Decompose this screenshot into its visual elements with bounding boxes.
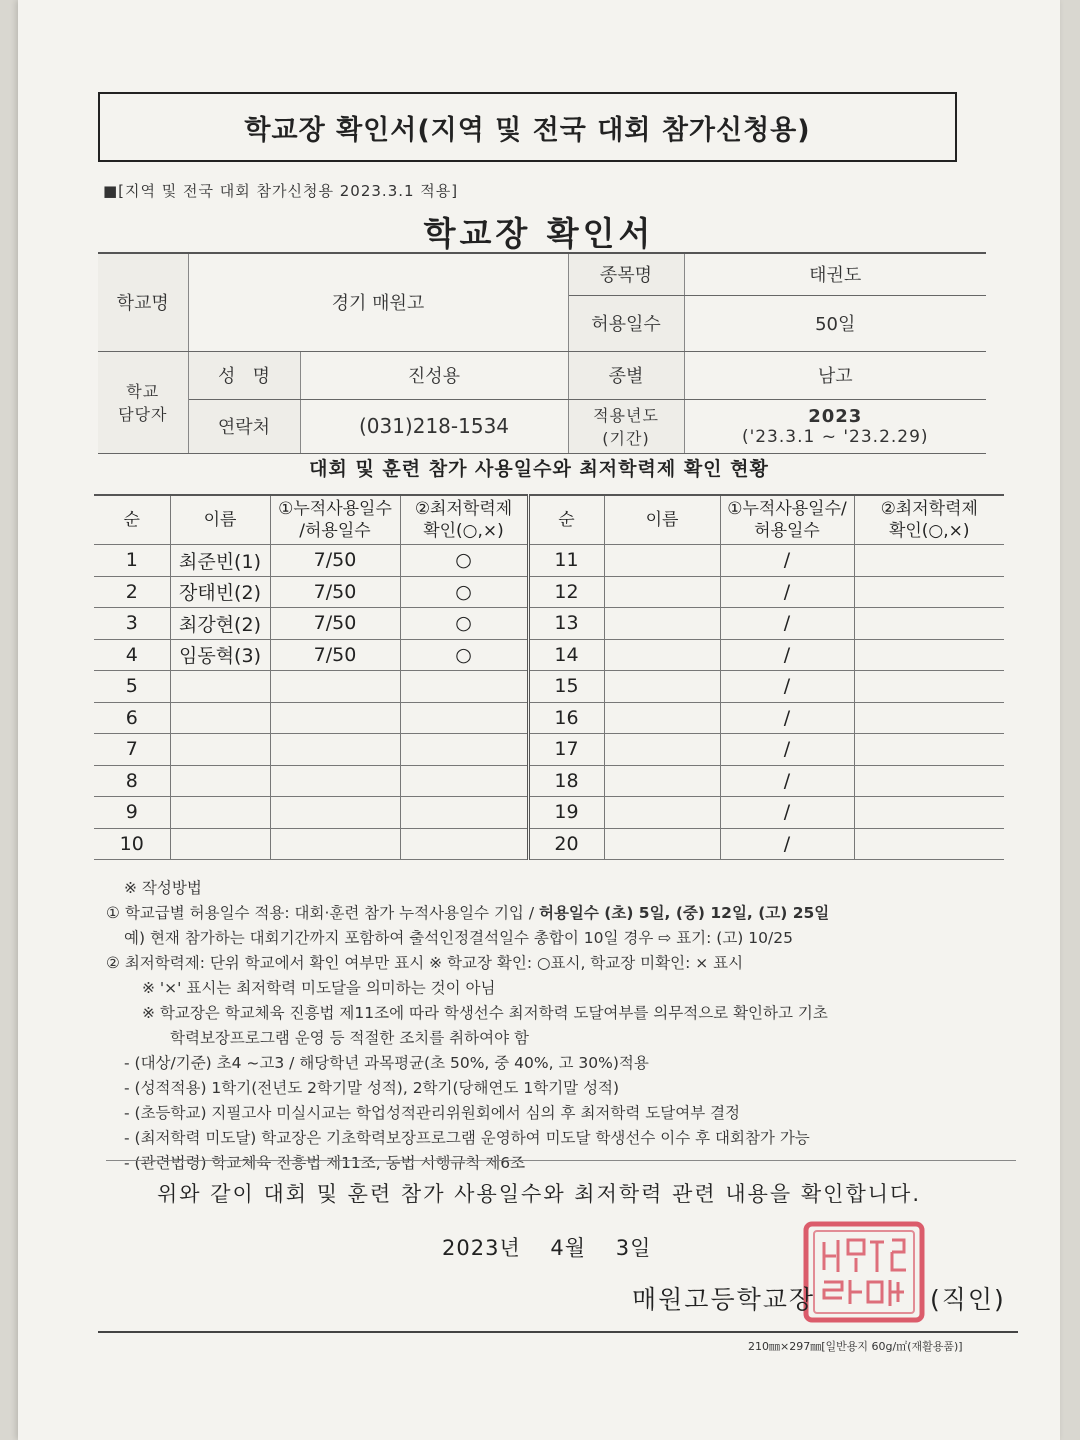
row-check-r — [854, 702, 1004, 734]
row-days-r: / — [720, 765, 854, 797]
date-day: 3일 — [615, 1236, 652, 1260]
row-no: 2 — [94, 576, 170, 608]
notes-heading: ※ 작성방법 — [124, 879, 202, 897]
row-days-r: / — [720, 734, 854, 766]
name-label: 성 명 — [188, 351, 300, 399]
row-check: ○ — [400, 576, 528, 608]
col-academic-r1: ②최저학력제 — [880, 499, 978, 519]
col-days-r — [720, 495, 854, 545]
manager-label-2: 담당자 — [118, 405, 168, 424]
table-row — [94, 797, 1004, 829]
instructions — [106, 876, 1006, 1176]
row-days: 7/50 — [270, 608, 400, 640]
col-academic-r2: 확인(○,×) — [888, 521, 970, 541]
row-check-r — [854, 734, 1004, 766]
table-row — [94, 576, 1004, 608]
row-days-r: / — [720, 576, 854, 608]
row-name: 장태빈(2) — [170, 576, 270, 608]
row-days: 7/50 — [270, 545, 400, 577]
paper-spec: 210㎜×297㎜[일반용지 60g/㎡(재활용품)] — [748, 1340, 963, 1353]
row-days — [270, 765, 400, 797]
row-no-r: 14 — [528, 639, 604, 671]
col-days-r1: ①누적사용일수/ — [727, 499, 847, 519]
col-name-r: 이름 — [604, 495, 720, 545]
apply-note: ■[지역 및 전국 대회 참가신청용 2023.3.1 적용] — [103, 182, 459, 200]
note-line-1b: 허용일수 (초) 5일, (중) 12일, (고) 25일 — [538, 904, 830, 922]
row-check-r — [854, 545, 1004, 577]
row-check-r — [854, 608, 1004, 640]
row-days-r: / — [720, 639, 854, 671]
note-line: ※ 학교장은 학교체육 진흥법 제11조에 따라 학생선수 최저학력 도달여부를 의무적으로 확인하고 기초 — [142, 1004, 828, 1022]
row-days-r: / — [720, 702, 854, 734]
table-row — [94, 734, 1004, 766]
row-check — [400, 765, 528, 797]
note-line: 예) 현재 참가하는 대회기간까지 포함하여 출석인정결석일수 총합이 10일 경우 ⇨ 표기: (고) 10/25 — [124, 929, 793, 947]
row-name: 임동혁(3) — [170, 639, 270, 671]
row-days — [270, 702, 400, 734]
note-line: ※ '×' 표시는 최저학력 미도달을 의미하는 것이 아님 — [142, 979, 496, 997]
note-line: 학력보장프로그램 운영 등 적절한 조치를 취하여야 함 — [170, 1029, 529, 1047]
row-days — [270, 671, 400, 703]
table-row — [94, 608, 1004, 640]
contact-value: (031)218-1534 — [300, 399, 568, 453]
row-name-r — [604, 576, 720, 608]
row-check — [400, 702, 528, 734]
row-check: ○ — [400, 639, 528, 671]
row-check — [400, 828, 528, 860]
note-line — [106, 901, 1006, 926]
row-no-r: 11 — [528, 545, 604, 577]
col-days — [270, 495, 400, 545]
table-row — [94, 702, 1004, 734]
row-no-r: 19 — [528, 797, 604, 829]
col-academic-1: ②최저학력제 — [414, 499, 513, 519]
row-name — [170, 765, 270, 797]
row-name: 최강현(2) — [170, 608, 270, 640]
seal-label: (직인) — [930, 1285, 1006, 1314]
category-value: 남고 — [684, 351, 986, 399]
year-label — [568, 399, 684, 453]
principal-signature: 매원고등학교장 — [632, 1285, 816, 1314]
roster-table — [94, 494, 1004, 860]
year-label-1: 적용년도 — [593, 406, 659, 425]
row-no: 7 — [94, 734, 170, 766]
document-page — [18, 0, 1060, 1440]
manager-label-1: 학교 — [126, 382, 160, 401]
row-days-r: / — [720, 797, 854, 829]
row-check — [400, 734, 528, 766]
note-line: ② 최저학력제: 단위 학교에서 확인 여부만 표시 ※ 학교장 확인: ○표시, 학교장 미확인: × 표시 — [106, 954, 744, 972]
doc-title: 학교장 확인서 — [423, 214, 655, 253]
official-seal-stamp — [798, 1218, 930, 1326]
table-row — [94, 828, 1004, 860]
row-name-r — [604, 545, 720, 577]
year-label-2: (기간) — [602, 429, 650, 448]
note-line: - (성적적용) 1학기(전년도 2학기말 성적), 2학기(당해연도 1학기말 성적) — [124, 1079, 620, 1097]
school-label: 학교명 — [98, 253, 188, 351]
period-value: ('23.3.1 ~ '23.2.29) — [741, 426, 929, 447]
row-name: 최준빈(1) — [170, 545, 270, 577]
row-check — [400, 797, 528, 829]
issue-date — [442, 1232, 673, 1262]
row-days-r: / — [720, 545, 854, 577]
row-no-r: 18 — [528, 765, 604, 797]
row-name-r — [604, 828, 720, 860]
row-check-r — [854, 797, 1004, 829]
note-line-1a: ① 학교급별 허용일수 적용: 대회·훈련 참가 누적사용일수 기입 / — [106, 904, 539, 922]
row-name — [170, 828, 270, 860]
row-check-r — [854, 765, 1004, 797]
row-days — [270, 797, 400, 829]
name-value: 진성용 — [300, 351, 568, 399]
row-name — [170, 797, 270, 829]
row-name — [170, 734, 270, 766]
row-no: 8 — [94, 765, 170, 797]
table-row — [94, 671, 1004, 703]
row-name-r — [604, 765, 720, 797]
row-no-r: 12 — [528, 576, 604, 608]
date-month: 4월 — [550, 1236, 587, 1260]
row-no-r: 20 — [528, 828, 604, 860]
row-check: ○ — [400, 545, 528, 577]
row-name-r — [604, 639, 720, 671]
row-name-r — [604, 608, 720, 640]
row-name-r — [604, 671, 720, 703]
date-year: 2023년 — [442, 1236, 521, 1260]
sport-value: 태권도 — [684, 253, 986, 295]
note-line: - (관련법령) 학교체육 진흥법 제11조, 동법 시행규칙 제6조 — [124, 1154, 526, 1172]
col-academic-2: 확인(○,×) — [423, 521, 504, 541]
row-days-r: / — [720, 608, 854, 640]
col-no-r: 순 — [528, 495, 604, 545]
row-no: 10 — [94, 828, 170, 860]
row-days-r: / — [720, 828, 854, 860]
note-line: - (대상/기준) 초4 ~고3 / 해당학년 과목평균(초 50%, 중 40%, 고 30%)적용 — [124, 1054, 649, 1072]
col-days-r2: 허용일수 — [754, 521, 820, 541]
row-check-r — [854, 828, 1004, 860]
row-check — [400, 671, 528, 703]
category-label: 종별 — [568, 351, 684, 399]
days-value: 50일 — [684, 295, 986, 351]
manager-label — [98, 351, 188, 453]
year-value: 2023 — [808, 405, 863, 427]
row-days-r: / — [720, 671, 854, 703]
row-no-r: 17 — [528, 734, 604, 766]
row-no-r: 15 — [528, 671, 604, 703]
col-days-2: /허용일수 — [299, 521, 371, 541]
year-cell — [684, 399, 986, 453]
row-name-r — [604, 797, 720, 829]
note-line: - (최저학력 미도달) 학교장은 기초학력보장프로그램 운영하여 미도달 학생선수 이수 후 대회참가 가능 — [124, 1129, 810, 1147]
sport-label: 종목명 — [568, 253, 684, 295]
row-no: 4 — [94, 639, 170, 671]
row-days: 7/50 — [270, 576, 400, 608]
col-academic — [400, 495, 528, 545]
col-academic-r — [854, 495, 1004, 545]
row-no: 6 — [94, 702, 170, 734]
row-no: 1 — [94, 545, 170, 577]
row-check: ○ — [400, 608, 528, 640]
col-no: 순 — [94, 495, 170, 545]
row-no-r: 13 — [528, 608, 604, 640]
table-row — [94, 765, 1004, 797]
col-days-1: ①누적사용일수 — [278, 499, 392, 519]
school-value: 경기 매원고 — [188, 253, 568, 351]
row-name-r — [604, 734, 720, 766]
status-title: 대회 및 훈련 참가 사용일수와 최저학력제 확인 현황 — [309, 458, 769, 480]
row-no: 5 — [94, 671, 170, 703]
row-days: 7/50 — [270, 639, 400, 671]
confirm-statement: 위와 같이 대회 및 훈련 참가 사용일수와 최저학력 관련 내용을 확인합니다. — [156, 1182, 921, 1206]
row-check-r — [854, 671, 1004, 703]
row-no: 9 — [94, 797, 170, 829]
row-check-r — [854, 639, 1004, 671]
row-name — [170, 671, 270, 703]
row-days — [270, 828, 400, 860]
table-row — [94, 545, 1004, 577]
days-label: 허용일수 — [568, 295, 684, 351]
divider — [98, 1331, 1018, 1333]
row-days — [270, 734, 400, 766]
header-title: 학교장 확인서(지역 및 전국 대회 참가신청용) — [98, 92, 957, 162]
row-check-r — [854, 576, 1004, 608]
info-table — [98, 252, 986, 454]
table-row — [94, 639, 1004, 671]
contact-label: 연락처 — [188, 399, 300, 453]
col-name: 이름 — [170, 495, 270, 545]
divider — [106, 1160, 1016, 1161]
row-no: 3 — [94, 608, 170, 640]
row-no-r: 16 — [528, 702, 604, 734]
row-name-r — [604, 702, 720, 734]
note-line: - (초등학교) 지필고사 미실시교는 학업성적관리위원회에서 심의 후 최저학력 도달여부 결정 — [124, 1104, 741, 1122]
row-name — [170, 702, 270, 734]
